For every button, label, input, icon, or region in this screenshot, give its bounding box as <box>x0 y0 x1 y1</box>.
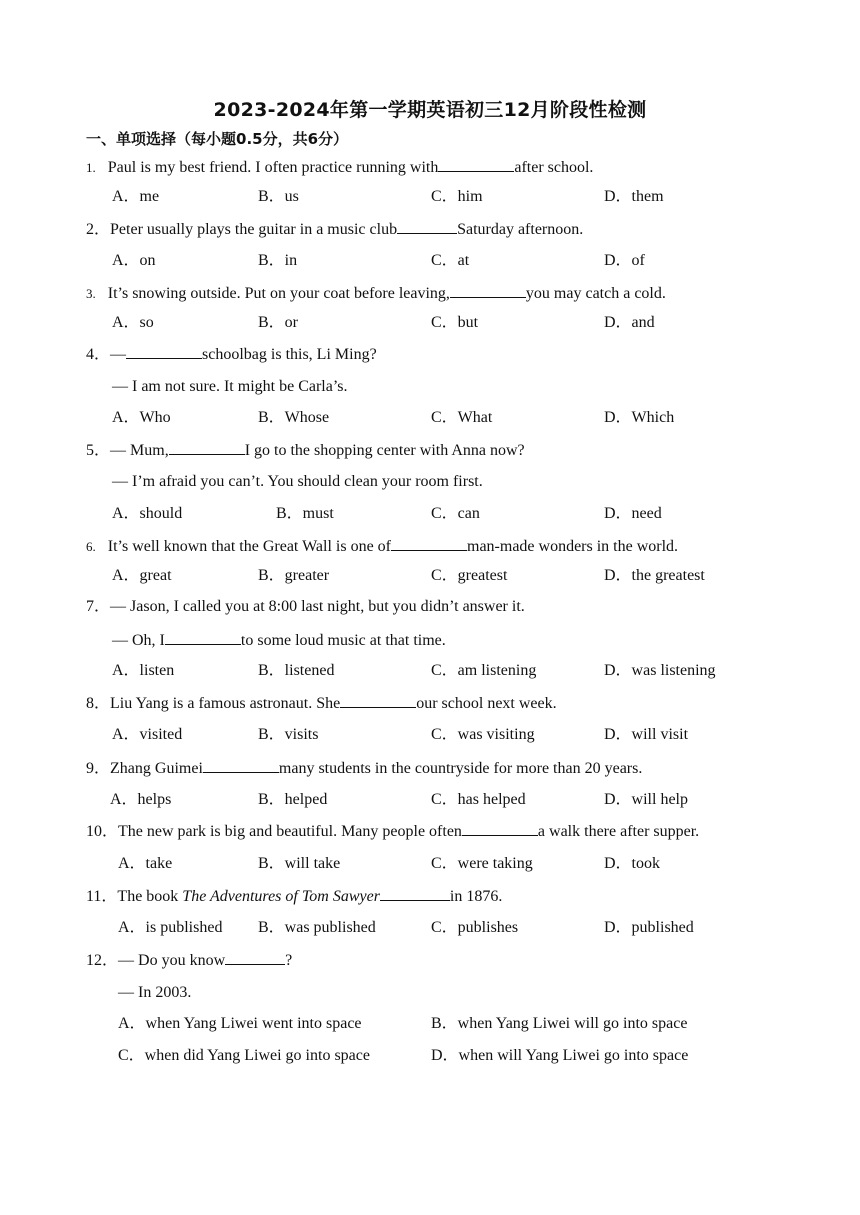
question-9: 9．Zhang Guimei many students in the countryside for more than 20 years. <box>86 760 643 777</box>
answer-blank <box>340 693 416 708</box>
option-c: C．can <box>431 505 480 522</box>
option-a: A．great <box>112 567 172 584</box>
option-a: A．helps <box>110 791 172 808</box>
option-a: A．visited <box>112 726 183 743</box>
option-d: D．of <box>604 252 645 269</box>
option-b: B．when Yang Liwei will go into space <box>431 1015 688 1032</box>
question-7-response: — Oh, I to some loud music at that time. <box>112 632 446 649</box>
option-d: D．Which <box>604 409 675 426</box>
exam-title: 2023-2024年第一学期英语初三12月阶段性检测 <box>213 99 647 121</box>
option-a: A．when Yang Liwei went into space <box>118 1015 362 1032</box>
option-a: A．listen <box>112 662 175 679</box>
question-5-response: — I’m afraid you can’t. You should clean your room first. <box>112 473 483 490</box>
option-c: C．but <box>431 314 479 331</box>
option-d: D．and <box>604 314 655 331</box>
answer-blank <box>165 630 241 645</box>
option-b: B．Whose <box>258 409 330 426</box>
option-a: A．so <box>112 314 154 331</box>
option-a: A．me <box>112 188 160 205</box>
question-5: 5．— Mum, I go to the shopping center with Anna now? <box>86 442 525 459</box>
option-d: D．published <box>604 919 694 936</box>
question-4: 4．— schoolbag is this, Li Ming? <box>86 346 377 363</box>
option-b: B．us <box>258 188 299 205</box>
option-a: A．is published <box>118 919 223 936</box>
question-10: 10．The new park is big and beautiful. Many people often a walk there after supper. <box>86 823 700 840</box>
answer-blank <box>225 950 285 965</box>
option-d: D．will visit <box>604 726 689 743</box>
option-b: B．listened <box>258 662 335 679</box>
question-12: 12．— Do you know ? <box>86 952 293 969</box>
option-d: D．was listening <box>604 662 716 679</box>
answer-blank <box>391 536 467 551</box>
option-c: C．when did Yang Liwei go into space <box>118 1047 370 1064</box>
option-c: C．greatest <box>431 567 508 584</box>
option-c: C．publishes <box>431 919 519 936</box>
question-7: 7．— Jason, I called you at 8:00 last night, but you didn’t answer it. <box>86 598 525 615</box>
answer-blank <box>203 758 279 773</box>
answer-blank <box>450 283 526 298</box>
question-4-response: — I am not sure. It might be Carla’s. <box>112 378 348 395</box>
option-a: A．take <box>118 855 173 872</box>
option-c: C．were taking <box>431 855 533 872</box>
question-8: 8．Liu Yang is a famous astronaut. She our school next week. <box>86 695 557 712</box>
option-b: B．will take <box>258 855 341 872</box>
question-1: 1. Paul is my best friend. I often practice running with after school. <box>86 159 594 176</box>
answer-blank <box>397 219 457 234</box>
option-c: C．him <box>431 188 483 205</box>
question-6: 6. It’s well known that the Great Wall is one of man-made wonders in the world. <box>86 538 679 555</box>
option-c: C．was visiting <box>431 726 535 743</box>
question-3: 3. It’s snowing outside. Put on your coat before leaving, you may catch a cold. <box>86 285 666 302</box>
answer-blank <box>169 440 245 455</box>
section-heading: 一、单项选择（每小题0.5分，共6分） <box>86 130 349 148</box>
question-12-response: — In 2003. <box>118 984 192 1001</box>
option-d: D．the greatest <box>604 567 705 584</box>
option-c: C．at <box>431 252 470 269</box>
option-a: A．on <box>112 252 156 269</box>
question-2: 2．Peter usually plays the guitar in a music club Saturday afternoon. <box>86 221 584 238</box>
option-a: A．Who <box>112 409 171 426</box>
answer-blank <box>438 157 514 172</box>
option-d: D．will help <box>604 791 688 808</box>
option-d: D．took <box>604 855 661 872</box>
option-b: B．in <box>258 252 298 269</box>
option-c: C．What <box>431 409 493 426</box>
option-b: B．must <box>276 505 334 522</box>
option-b: B．visits <box>258 726 319 743</box>
option-c: C．am listening <box>431 662 537 679</box>
option-b: B．greater <box>258 567 330 584</box>
option-d: D．them <box>604 188 664 205</box>
answer-blank <box>126 344 202 359</box>
option-c: C．has helped <box>431 791 526 808</box>
option-d: D．when will Yang Liwei go into space <box>431 1047 689 1064</box>
option-b: B．or <box>258 314 299 331</box>
question-11: 11．The book The Adventures of Tom Sawyer in 1876. <box>86 888 503 905</box>
answer-blank <box>380 886 450 901</box>
option-d: D．need <box>604 505 662 522</box>
option-a: A．should <box>112 505 183 522</box>
option-b: B．helped <box>258 791 328 808</box>
answer-blank <box>462 821 538 836</box>
option-b: B．was published <box>258 919 376 936</box>
